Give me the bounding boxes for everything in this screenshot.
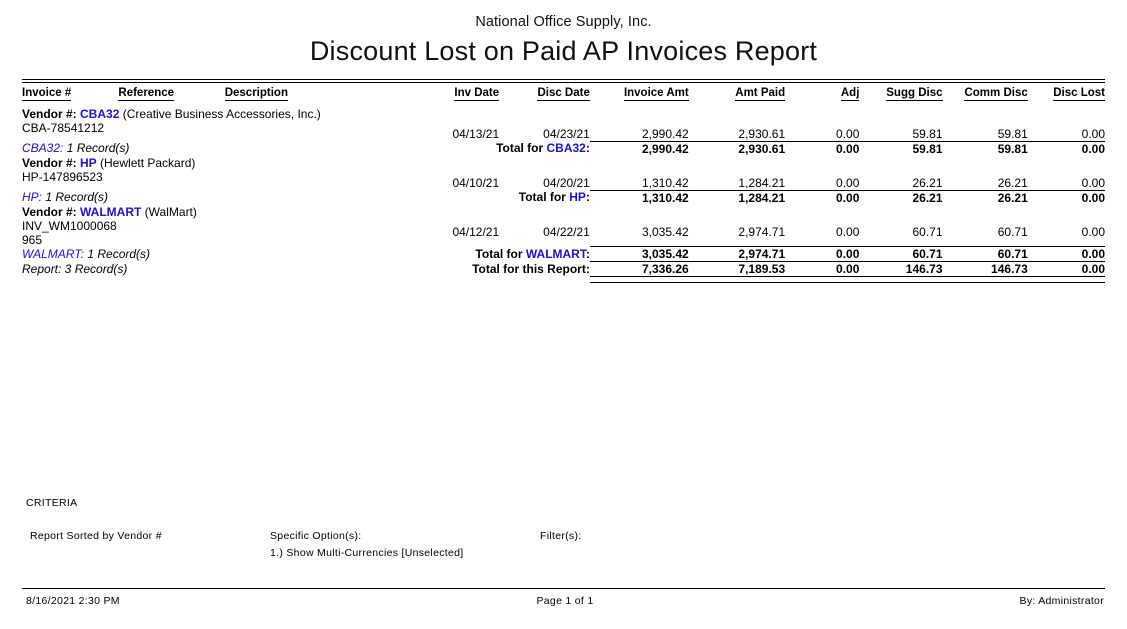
vendor-group-label bbox=[22, 156, 1105, 170]
cell-adj: 0.00 bbox=[836, 175, 860, 190]
cell-invoice-number: CBA-78541212 bbox=[22, 120, 105, 135]
cell-comm-disc: 26.21 bbox=[997, 175, 1028, 190]
cell-amt-paid: 1,284.21 bbox=[738, 175, 786, 190]
cell-invoice-amt: 3,035.42 bbox=[641, 224, 689, 239]
vendor-code[interactable]: HP bbox=[80, 155, 97, 170]
vendor-code[interactable]: WALMART bbox=[80, 204, 142, 219]
subtotal-label-vendor-code: HP bbox=[569, 190, 586, 204]
report-total-record-count: Report: 3 Record(s) bbox=[22, 261, 128, 276]
vendor-group-label bbox=[22, 205, 1105, 219]
subtotal-sugg-disc: 60.71 bbox=[859, 247, 942, 262]
subtotal-label bbox=[409, 247, 590, 262]
column-header-invoice: Invoice # bbox=[22, 86, 72, 99]
vendor-number-label: Vendor #: bbox=[22, 155, 81, 170]
subtotal-vendor-code: HP: bbox=[22, 190, 46, 204]
footer-rule bbox=[22, 588, 1105, 589]
criteria-sorted-by: Report Sorted by Vendor # bbox=[30, 530, 162, 542]
criteria-specific-option-1: 1.) Show Multi-Currencies [Unselected] bbox=[270, 547, 464, 559]
report-total-disc-lost: 0.00 bbox=[1028, 262, 1105, 277]
footer-timestamp: 8/16/2021 2:30 PM bbox=[26, 595, 120, 607]
subtotal-total-for-text: Total for bbox=[475, 246, 526, 261]
subtotal-total-for-text: Total for bbox=[496, 141, 547, 155]
vendor-subtotal-row bbox=[22, 190, 1105, 205]
criteria-filters-label: Filter(s): bbox=[540, 530, 582, 542]
subtotal-sugg-disc: 59.81 bbox=[859, 141, 942, 156]
cell-sugg-disc: 60.71 bbox=[912, 224, 943, 239]
subtotal-amt-paid: 1,284.21 bbox=[689, 190, 785, 205]
cell-comm-disc: 60.71 bbox=[997, 224, 1028, 239]
report-total-amt-paid: 7,189.53 bbox=[689, 262, 785, 277]
subtotal-record-count bbox=[22, 141, 409, 156]
subtotal-amt-paid: 2,974.71 bbox=[689, 247, 785, 262]
underline-disc-lost bbox=[1028, 277, 1105, 283]
subtotal-vendor-code: CBA32: bbox=[22, 141, 67, 155]
cell-comm-disc: 59.81 bbox=[997, 126, 1028, 141]
cell-inv-date: 04/12/21 bbox=[452, 224, 500, 239]
subtotal-records-text: 1 Record(s) bbox=[66, 141, 130, 155]
header-rule-1 bbox=[22, 79, 1105, 80]
underline-adj bbox=[785, 277, 859, 283]
footer-page-number: Page 1 of 1 bbox=[536, 595, 594, 607]
subtotal-amt-paid: 2,930.61 bbox=[689, 141, 785, 156]
subtotal-record-count bbox=[22, 190, 409, 205]
vendor-number-label: Vendor #: bbox=[22, 204, 81, 219]
report-table bbox=[22, 87, 1105, 284]
criteria-specific-options bbox=[270, 530, 550, 559]
cell-disc-date: 04/20/21 bbox=[543, 175, 590, 190]
cell-disc-lost: 0.00 bbox=[1081, 175, 1105, 190]
cell-inv-date: 04/13/21 bbox=[452, 126, 500, 141]
subtotal-disc-lost: 0.00 bbox=[1028, 141, 1105, 156]
vendor-code[interactable]: CBA32 bbox=[80, 106, 120, 121]
column-header-disc-lost: Disc Lost bbox=[1053, 86, 1105, 99]
cell-disc-date: 04/23/21 bbox=[543, 126, 590, 141]
subtotal-records-text: 1 Record(s) bbox=[87, 246, 151, 261]
subtotal-total-for-text: Total for bbox=[518, 190, 570, 204]
report-body bbox=[22, 107, 1105, 283]
vendor-subtotal-row bbox=[22, 141, 1105, 156]
cell-invoice-number: HP-147896523 bbox=[22, 169, 103, 184]
subtotal-adj: 0.00 bbox=[785, 190, 859, 205]
criteria-title: CRITERIA bbox=[26, 497, 78, 509]
subtotal-vendor-code: WALMART: bbox=[22, 246, 88, 261]
table-row bbox=[22, 121, 1105, 142]
criteria-section bbox=[26, 497, 77, 529]
report-total-invoice-amt: 7,336.26 bbox=[590, 262, 689, 277]
report-total-label: Total for this Report: bbox=[472, 261, 590, 276]
cell-reference bbox=[118, 219, 224, 247]
column-header-inv-date: Inv Date bbox=[454, 86, 500, 99]
subtotal-label-vendor-code: WALMART bbox=[525, 246, 586, 261]
column-header-reference: Reference bbox=[118, 86, 175, 99]
cell-adj: 0.00 bbox=[836, 224, 860, 239]
company-name: National Office Supply, Inc. bbox=[475, 14, 652, 30]
cell-description bbox=[225, 219, 409, 247]
cell-invoice-number: INV_WM1000068965 bbox=[22, 218, 117, 247]
underline-spacer bbox=[22, 277, 590, 283]
cell-adj: 0.00 bbox=[836, 126, 860, 141]
cell-sugg-disc: 59.81 bbox=[912, 126, 943, 141]
vendor-group-header bbox=[22, 107, 1105, 121]
subtotal-records-text: 1 Record(s) bbox=[45, 190, 109, 204]
underline-amt-paid bbox=[689, 277, 785, 283]
vendor-group-header bbox=[22, 156, 1105, 170]
column-header-description: Description bbox=[224, 86, 288, 99]
column-header-invoice-amt: Invoice Amt bbox=[623, 86, 689, 99]
column-header-amt-paid: Amt Paid bbox=[735, 86, 786, 99]
cell-disc-lost: 0.00 bbox=[1081, 224, 1105, 239]
vendor-name: (Creative Business Accessories, Inc.) bbox=[119, 106, 321, 121]
footer-user: By: Administrator bbox=[1019, 595, 1104, 607]
cell-amt-paid: 2,974.71 bbox=[738, 224, 786, 239]
cell-amt-paid: 2,930.61 bbox=[738, 126, 786, 141]
subtotal-comm-disc: 60.71 bbox=[943, 247, 1028, 262]
column-header-comm-disc: Comm Disc bbox=[964, 86, 1028, 99]
vendor-group-header bbox=[22, 205, 1105, 219]
vendor-subtotal-row bbox=[22, 247, 1105, 262]
vendor-name: (Hewlett Packard) bbox=[96, 155, 196, 170]
table-row bbox=[22, 170, 1105, 191]
subtotal-label-suffix: : bbox=[585, 246, 590, 261]
report-total-sugg-disc: 146.73 bbox=[859, 262, 942, 277]
column-header-adj: Adj bbox=[840, 86, 860, 99]
underline-sugg-disc bbox=[859, 277, 942, 283]
subtotal-label bbox=[409, 141, 590, 156]
subtotal-adj: 0.00 bbox=[785, 141, 859, 156]
subtotal-label bbox=[409, 190, 590, 205]
cell-invoice-amt: 1,310.42 bbox=[641, 175, 689, 190]
report-total-comm-disc: 146.73 bbox=[943, 262, 1028, 277]
cell-reference bbox=[118, 170, 224, 191]
subtotal-label-suffix: : bbox=[585, 141, 590, 155]
subtotal-adj: 0.00 bbox=[785, 247, 859, 262]
cell-disc-date: 04/22/21 bbox=[543, 224, 590, 239]
cell-disc-lost: 0.00 bbox=[1081, 126, 1105, 141]
table-row bbox=[22, 219, 1105, 247]
subtotal-label-vendor-code: CBA32 bbox=[546, 141, 586, 155]
vendor-group-label bbox=[22, 107, 1105, 121]
vendor-name: (WalMart) bbox=[141, 204, 197, 219]
cell-description bbox=[225, 170, 409, 191]
cell-invoice-amt: 2,990.42 bbox=[641, 126, 689, 141]
report-total-adj: 0.00 bbox=[785, 262, 859, 277]
cell-description bbox=[225, 121, 409, 142]
cell-reference bbox=[118, 121, 224, 142]
subtotal-comm-disc: 59.81 bbox=[943, 141, 1028, 156]
subtotal-disc-lost: 0.00 bbox=[1028, 190, 1105, 205]
column-header-sugg-disc: Sugg Disc bbox=[886, 86, 943, 99]
header-rule-2 bbox=[22, 82, 1105, 83]
subtotal-label-suffix: : bbox=[585, 190, 590, 204]
report-total-row bbox=[22, 262, 1105, 277]
cell-inv-date: 04/10/21 bbox=[452, 175, 500, 190]
subtotal-invoice-amt: 1,310.42 bbox=[590, 190, 689, 205]
subtotal-comm-disc: 26.21 bbox=[943, 190, 1028, 205]
underline-comm-disc bbox=[943, 277, 1028, 283]
table-header-row bbox=[22, 87, 1105, 107]
underline-invoice-amt bbox=[590, 277, 689, 283]
subtotal-invoice-amt: 2,990.42 bbox=[590, 141, 689, 156]
report-total-underline bbox=[22, 277, 1105, 283]
vendor-number-label: Vendor #: bbox=[22, 106, 81, 121]
subtotal-disc-lost: 0.00 bbox=[1028, 247, 1105, 262]
column-header-disc-date: Disc Date bbox=[537, 86, 590, 99]
subtotal-sugg-disc: 26.21 bbox=[859, 190, 942, 205]
criteria-specific-options-label: Specific Option(s): bbox=[270, 530, 362, 542]
cell-sugg-disc: 26.21 bbox=[912, 175, 943, 190]
subtotal-record-count bbox=[22, 247, 409, 262]
subtotal-invoice-amt: 3,035.42 bbox=[590, 247, 689, 262]
page-title: Discount Lost on Paid AP Invoices Report bbox=[309, 36, 818, 66]
